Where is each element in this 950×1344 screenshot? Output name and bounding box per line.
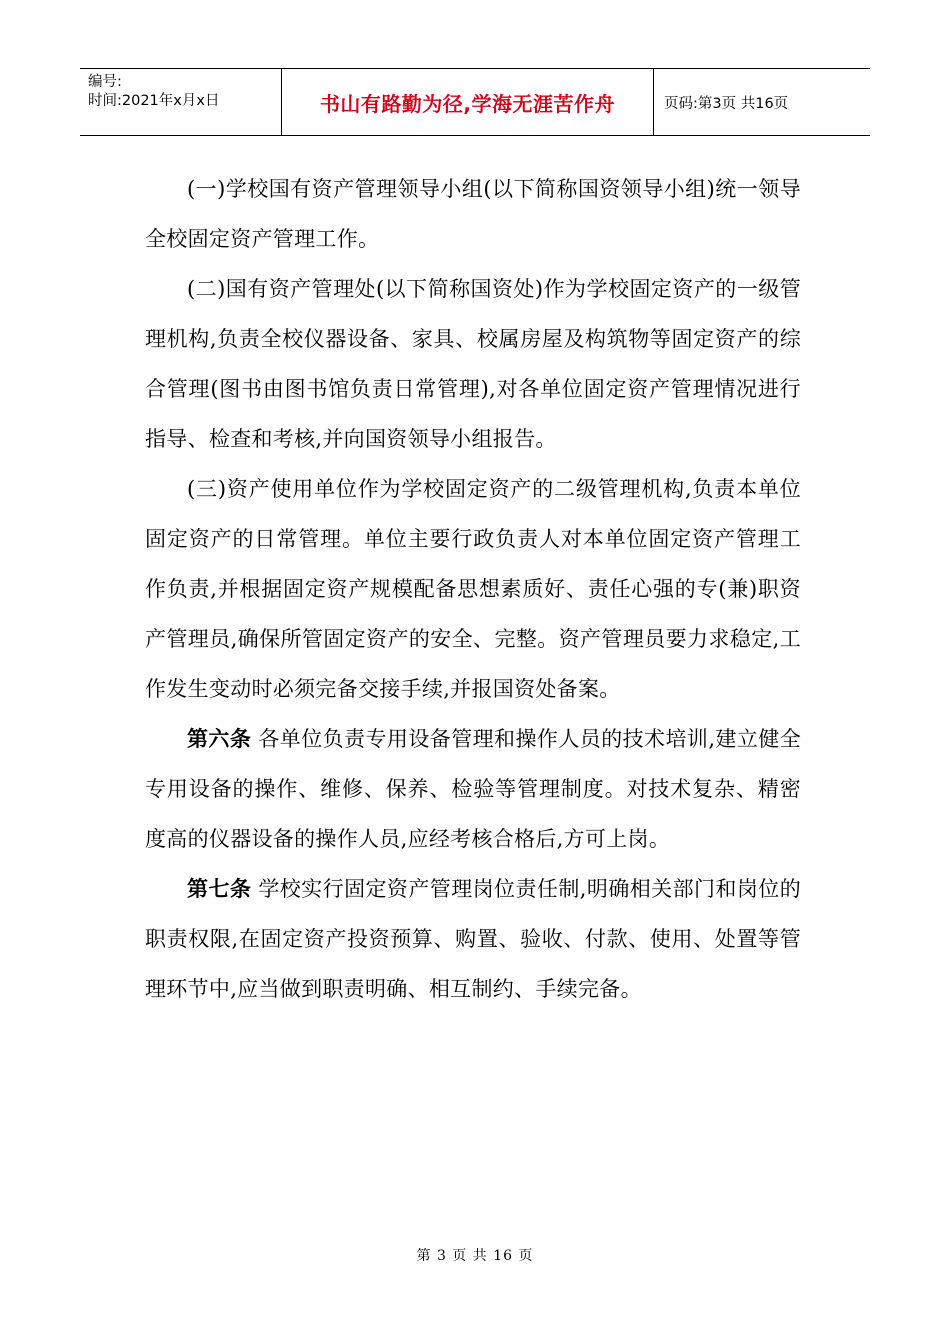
header-motto: 书山有路勤为径,学海无涯苦作舟 xyxy=(282,69,654,135)
article-6-heading: 第六条 xyxy=(187,727,252,751)
article-6 xyxy=(145,714,801,864)
paragraph-2: (二)国有资产管理处(以下简称国资处)作为学校固定资产的一级管理机构,负责全校仪器设备、家具、校属房屋及构筑物等固定资产的综合管理(图书由图书馆负责日常管理),对各单位固定资产管理情况进行指导、检查和考核,并向国资领导小组报告。 xyxy=(145,277,801,451)
page-footer: 第 3 页 共 16 页 xyxy=(416,1248,534,1264)
article-7-text: 学校实行固定资产管理岗位责任制,明确相关部门和岗位的职责权限,在固定资产投资预算、购置、验收、付款、使用、处置等管理环节中,应当做到职责明确、相互制约、手续完备。 xyxy=(145,877,801,1001)
header-meta xyxy=(80,69,282,135)
header-page-info: 页码:第3页 共16页 xyxy=(664,95,789,112)
article-7-heading: 第七条 xyxy=(187,877,252,901)
paragraph-3: (三)资产使用单位作为学校固定资产的二级管理机构,负责本单位固定资产的日常管理。单位主要行政负责人对本单位固定资产管理工作负责,并根据固定资产规模配备思想素质好、责任心强的专(兼)职资产管理员,确保所管固定资产的安全、完整。资产管理员要力求稳定,工作发生变动时必须完备交接手续,并报国资处备案。 xyxy=(145,477,801,701)
article-7 xyxy=(145,864,801,1014)
document-code-label: 编号: xyxy=(88,74,122,90)
document-time-label: 时间:2021年x月x日 xyxy=(88,93,220,109)
document-body xyxy=(145,164,801,1014)
article-6-text: 各单位负责专用设备管理和操作人员的技术培训,建立健全专用设备的操作、维修、保养、检验等管理制度。对技术复杂、精密度高的仪器设备的操作人员,应经考核合格后,方可上岗。 xyxy=(145,727,801,851)
page-header xyxy=(80,68,870,136)
paragraph-1: (一)学校国有资产管理领导小组(以下简称国资领导小组)统一领导全校固定资产管理工作。 xyxy=(145,177,801,251)
